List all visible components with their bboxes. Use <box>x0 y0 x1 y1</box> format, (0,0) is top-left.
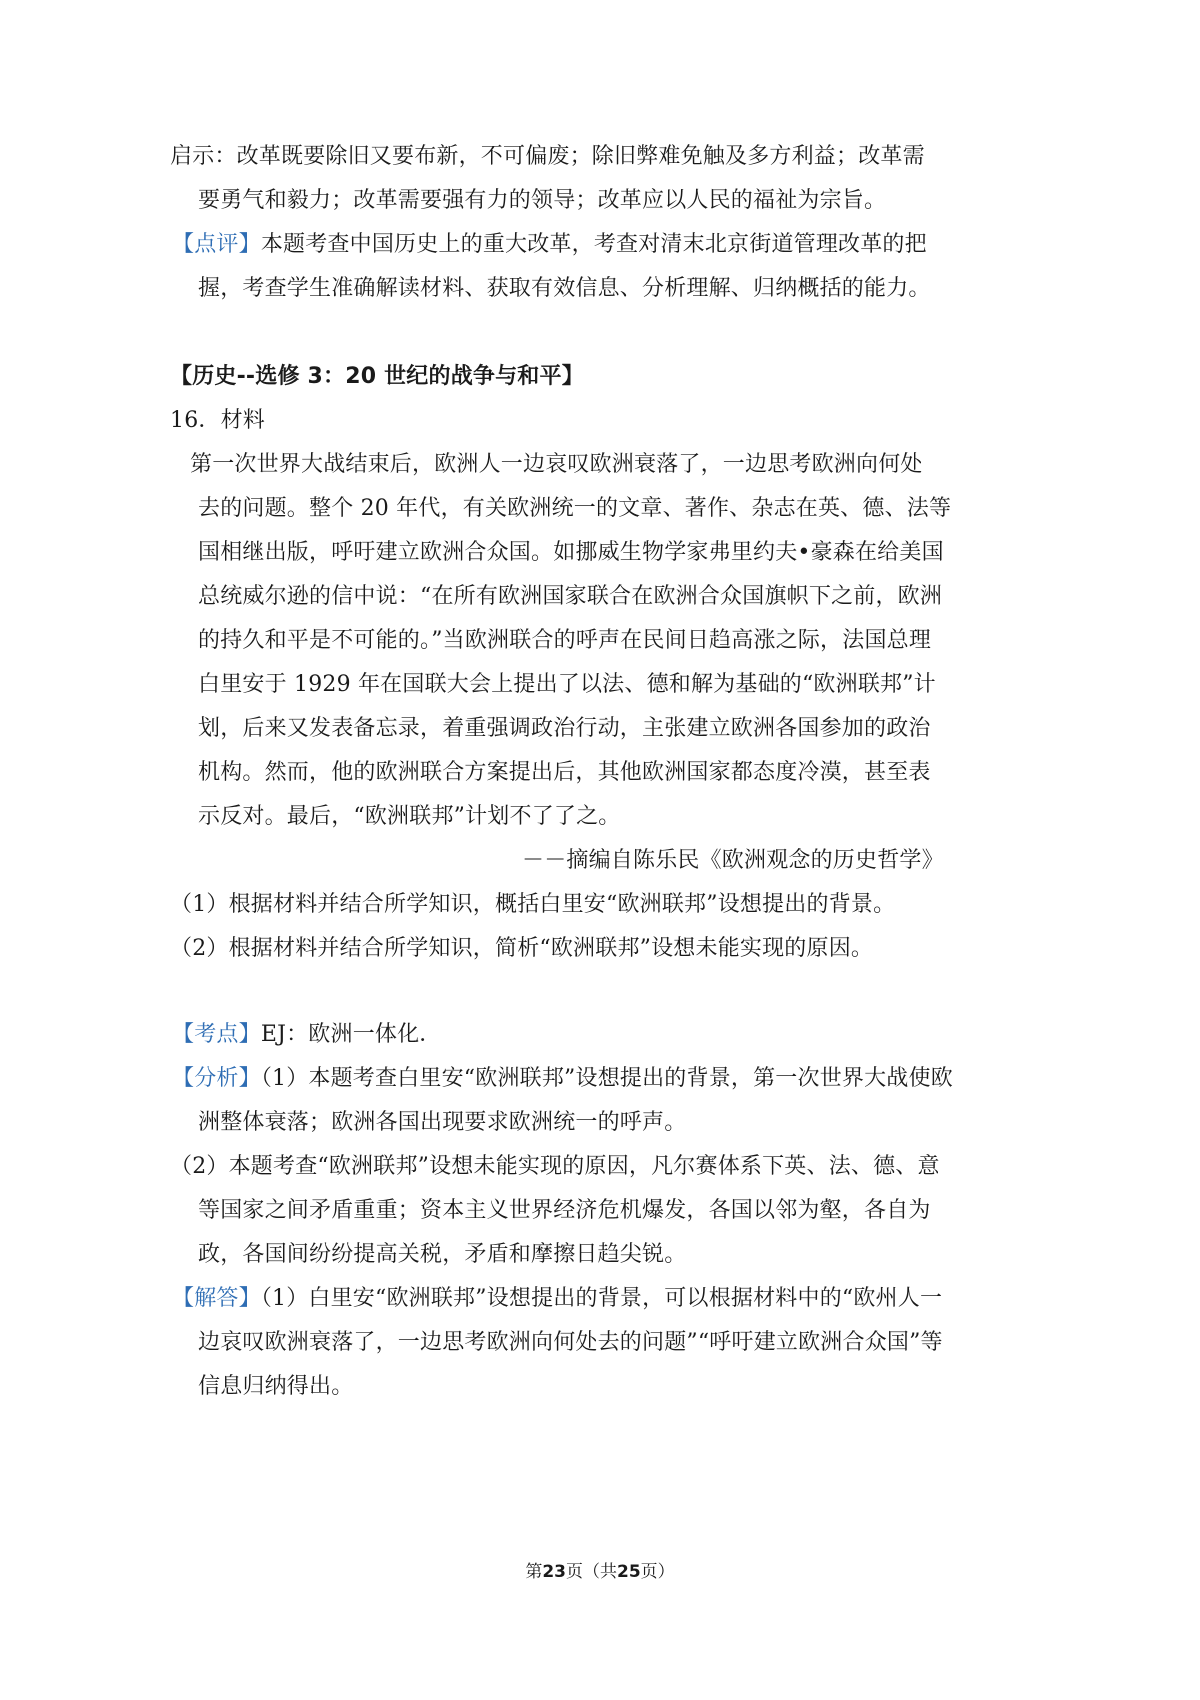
comment-label: 【点评】 <box>172 232 261 257</box>
question-number: 16．材料 <box>170 408 265 433</box>
sub-question-2: （2）根据材料并结合所学知识，简析“欧洲联邦”设想未能实现的原因。 <box>170 936 874 961</box>
answer-line-2: 边哀叹欧洲衰落了，一边思考欧洲向何处去的问题”“呼吁建立欧洲合众国”等 <box>198 1330 943 1355</box>
analysis-text: （1）本题考查白里安“欧洲联邦”设想提出的背景，第一次世界大战使欧 <box>260 1066 953 1091</box>
material-line-9: 示反对。最后，“欧洲联邦”计划不了了之。 <box>198 804 621 829</box>
analysis-label: 【分析】 <box>172 1066 261 1091</box>
keypoint-label: 【考点】 <box>172 1022 261 1047</box>
material-line-6: 白里安于 1929 年在国联大会上提出了以法、德和解为基础的“欧洲联邦”计 <box>198 672 936 697</box>
material-line-2: 去的问题。整个 20 年代，有关欧洲统一的文章、著作、杂志在英、德、法等 <box>198 496 952 521</box>
footer-total-pages: 25 <box>617 1562 641 1582</box>
footer-mid: 页（共 <box>566 1562 617 1582</box>
analysis-line-2: 洲整体衰落；欧洲各国出现要求欧洲统一的呼声。 <box>198 1110 687 1135</box>
keypoint-text: EJ：欧洲一体化． <box>260 1022 442 1047</box>
analysis-line-4: 等国家之间矛盾重重；资本主义世界经济危机爆发，各国以邻为壑，各自为 <box>198 1198 931 1223</box>
page-footer <box>0 1560 1200 1584</box>
material-line-8: 机构。然而，他的欧洲联合方案提出后，其他欧洲国家都态度冷漠，甚至表 <box>198 760 931 785</box>
comment-line-2: 握，考查学生准确解读材料、获取有效信息、分析理解、归纳概括的能力。 <box>198 276 931 301</box>
material-line-1: 第一次世界大战结束后，欧洲人一边哀叹欧洲衰落了，一边思考欧洲向何处 <box>190 452 923 477</box>
footer-post: 页） <box>640 1562 675 1582</box>
comment-text: 本题考查中国历史上的重大改革，考查对清末北京街道管理改革的把 <box>260 232 927 257</box>
insight-line-2: 要勇气和毅力；改革需要强有力的领导；改革应以人民的福祉为宗旨。 <box>198 188 887 213</box>
material-line-3: 国相继出版，呼吁建立欧洲合众国。如挪威生物学家弗里约夫•豪森在给美国 <box>198 540 944 565</box>
analysis-line-3: （2）本题考查“欧洲联邦”设想未能实现的原因，凡尔赛体系下英、法、德、意 <box>170 1154 940 1179</box>
answer-line-1 <box>172 1284 942 1314</box>
keypoint-line <box>172 1020 442 1050</box>
material-line-5: 的持久和平是不可能的。”当欧洲联合的呼声在民间日趋高涨之际，法国总理 <box>198 628 932 653</box>
section-heading: 【历史--选修 3：20 世纪的战争与和平】 <box>170 364 584 389</box>
comment-line-1 <box>172 230 927 260</box>
answer-text: （1）白里安“欧洲联邦”设想提出的背景，可以根据材料中的“欧州人一 <box>260 1286 943 1311</box>
material-line-4: 总统威尔逊的信中说：“在所有欧洲国家联合在欧洲合众国旗帜下之前，欧洲 <box>198 584 943 609</box>
material-line-7: 划，后来又发表备忘录，着重强调政治行动，主张建立欧洲各国参加的政治 <box>198 716 931 741</box>
insight-line-1: 启示：改革既要除旧又要布新，不可偏废；除旧弊难免触及多方利益；改革需 <box>170 144 925 169</box>
sub-question-1: （1）根据材料并结合所学知识，概括白里安“欧洲联邦”设想提出的背景。 <box>170 892 896 917</box>
footer-page-number: 23 <box>542 1562 566 1582</box>
footer-pre: 第 <box>525 1562 543 1582</box>
analysis-line-1 <box>172 1064 953 1094</box>
analysis-line-5: 政，各国间纷纷提高关税，矛盾和摩擦日趋尖锐。 <box>198 1242 687 1267</box>
answer-label: 【解答】 <box>172 1286 261 1311</box>
answer-line-3: 信息归纳得出。 <box>198 1374 354 1399</box>
material-source: －－摘编自陈乐民《欧洲观念的历史哲学》 <box>522 848 944 873</box>
